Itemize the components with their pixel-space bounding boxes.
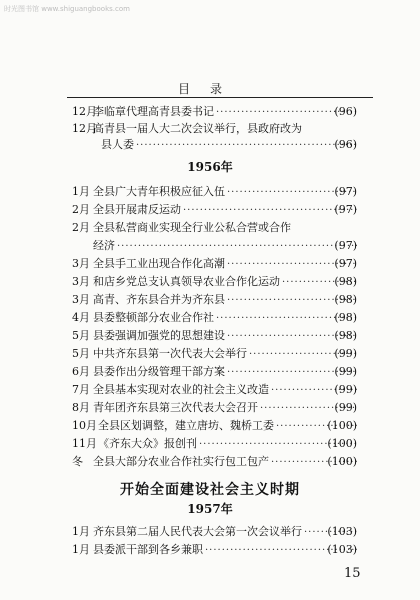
entry-page: (103) [327,525,357,538]
entry-month: 11月 [72,437,97,450]
entry-title: 县委作出分级管理干部方案 [93,365,225,378]
entry-page: (98) [334,275,357,288]
entry-title: 经济 [93,239,115,252]
entry-page: (96) [334,138,357,151]
toc-entry [0,274,420,290]
entry-month: 1月 [72,185,90,198]
entry-title: 青年团齐东县第三次代表大会召开 [93,401,258,414]
entry-title: 高青、齐东县合并为齐东县 [93,293,225,306]
leader-dots [117,239,357,255]
entry-title: 全县大部分农业合作社实行包工包产 [93,455,269,468]
entry-month: 5月 [72,347,90,360]
entry-month: 2月 [72,221,90,234]
entry-month: 2月 [72,203,90,216]
entry-month: 3月 [72,293,90,306]
entry-title: 高青县一届人大二次会议举行，县政府改为 [93,122,302,135]
entry-page: (97) [334,203,357,216]
entry-title: 全县区划调整，建立唐坊、魏桥工委 [98,419,274,432]
entry-month: 冬 [72,455,83,468]
entry-month: 10月 [72,419,97,432]
entry-page: (97) [334,239,357,252]
toc-heading: 目录 [177,82,242,96]
entry-page: (99) [334,365,357,378]
entry-title: 齐东县第二届人民代表大会第一次会议举行 [93,525,302,538]
entry-title: 县委强调加强党的思想建设 [93,329,225,342]
toc-entry [0,382,420,398]
toc-entry [0,364,420,380]
entry-title: 全县私营商业实现全行业公私合营或合作 [93,221,291,234]
entry-title: 全县手工业出现合作化高潮 [93,257,225,270]
page-number: 15 [344,566,361,581]
entry-month: 5月 [72,329,90,342]
toc-entry [0,256,420,272]
entry-month: 8月 [72,401,90,414]
entry-month: 6月 [72,365,90,378]
toc-entry [0,202,420,218]
toc-entry [0,400,420,416]
leader-dots [136,138,357,154]
watermark: 时光图书馆 www.shiguangbooks.com [4,5,130,13]
toc-entry [0,542,420,558]
entry-page: (98) [334,329,357,342]
entry-month: 1月 [72,525,90,538]
toc-entry [0,220,420,236]
toc-entry [0,310,420,326]
entry-month: 7月 [72,383,90,396]
entry-month: 12月 [72,122,97,135]
entry-title: 全县基本实现对农业的社会主义改造 [93,383,269,396]
entry-page: (100) [327,455,357,468]
toc-entry [0,104,420,120]
entry-title: 县委整顿部分农业合作社 [93,311,214,324]
leader-dots [183,203,357,219]
entry-page: (100) [327,437,357,450]
entry-page: (97) [334,185,357,198]
entry-title: 全县广大青年积极应征入伍 [93,185,225,198]
year-heading: 1956年 [187,160,233,174]
section-title: 开始全面建设社会主义时期 [120,482,300,498]
entry-month: 1月 [72,543,90,556]
entry-page: (99) [334,347,357,360]
entry-title: 中共齐东县第一次代表大会举行 [93,347,247,360]
toc-entry [0,328,420,344]
toc-entry [0,454,420,470]
toc-entry [0,436,420,452]
toc-entry [0,121,420,137]
toc-entry [0,292,420,308]
toc-entry [0,346,420,362]
entry-title: 《齐东大众》报创刊 [98,437,197,450]
entry-page: (97) [334,257,357,270]
entry-month: 3月 [72,257,90,270]
toc-entry [0,524,420,540]
entry-month: 4月 [72,311,90,324]
entry-title: 县委派干部到各乡兼职 [93,543,203,556]
entry-page: (100) [327,419,357,432]
toc-entry [0,184,420,200]
entry-page: (99) [334,401,357,414]
entry-month: 12月 [72,105,97,118]
entry-title: 县人委 [101,138,134,151]
entry-page: (103) [327,543,357,556]
entry-title: 全县开展肃反运动 [93,203,181,216]
entry-title: 李临章代理高青县委书记 [93,105,214,118]
entry-month: 3月 [72,275,90,288]
toc-entry [0,238,420,254]
toc-entry [0,137,420,153]
entry-page: (96) [334,105,357,118]
heading-rule [67,97,373,98]
year-heading: 1957年 [187,502,233,516]
entry-title: 和店乡党总支认真领导农业合作化运动 [93,275,280,288]
toc-entry [0,418,420,434]
entry-page: (99) [334,383,357,396]
entry-page: (98) [334,311,357,324]
entry-page: (98) [334,293,357,306]
